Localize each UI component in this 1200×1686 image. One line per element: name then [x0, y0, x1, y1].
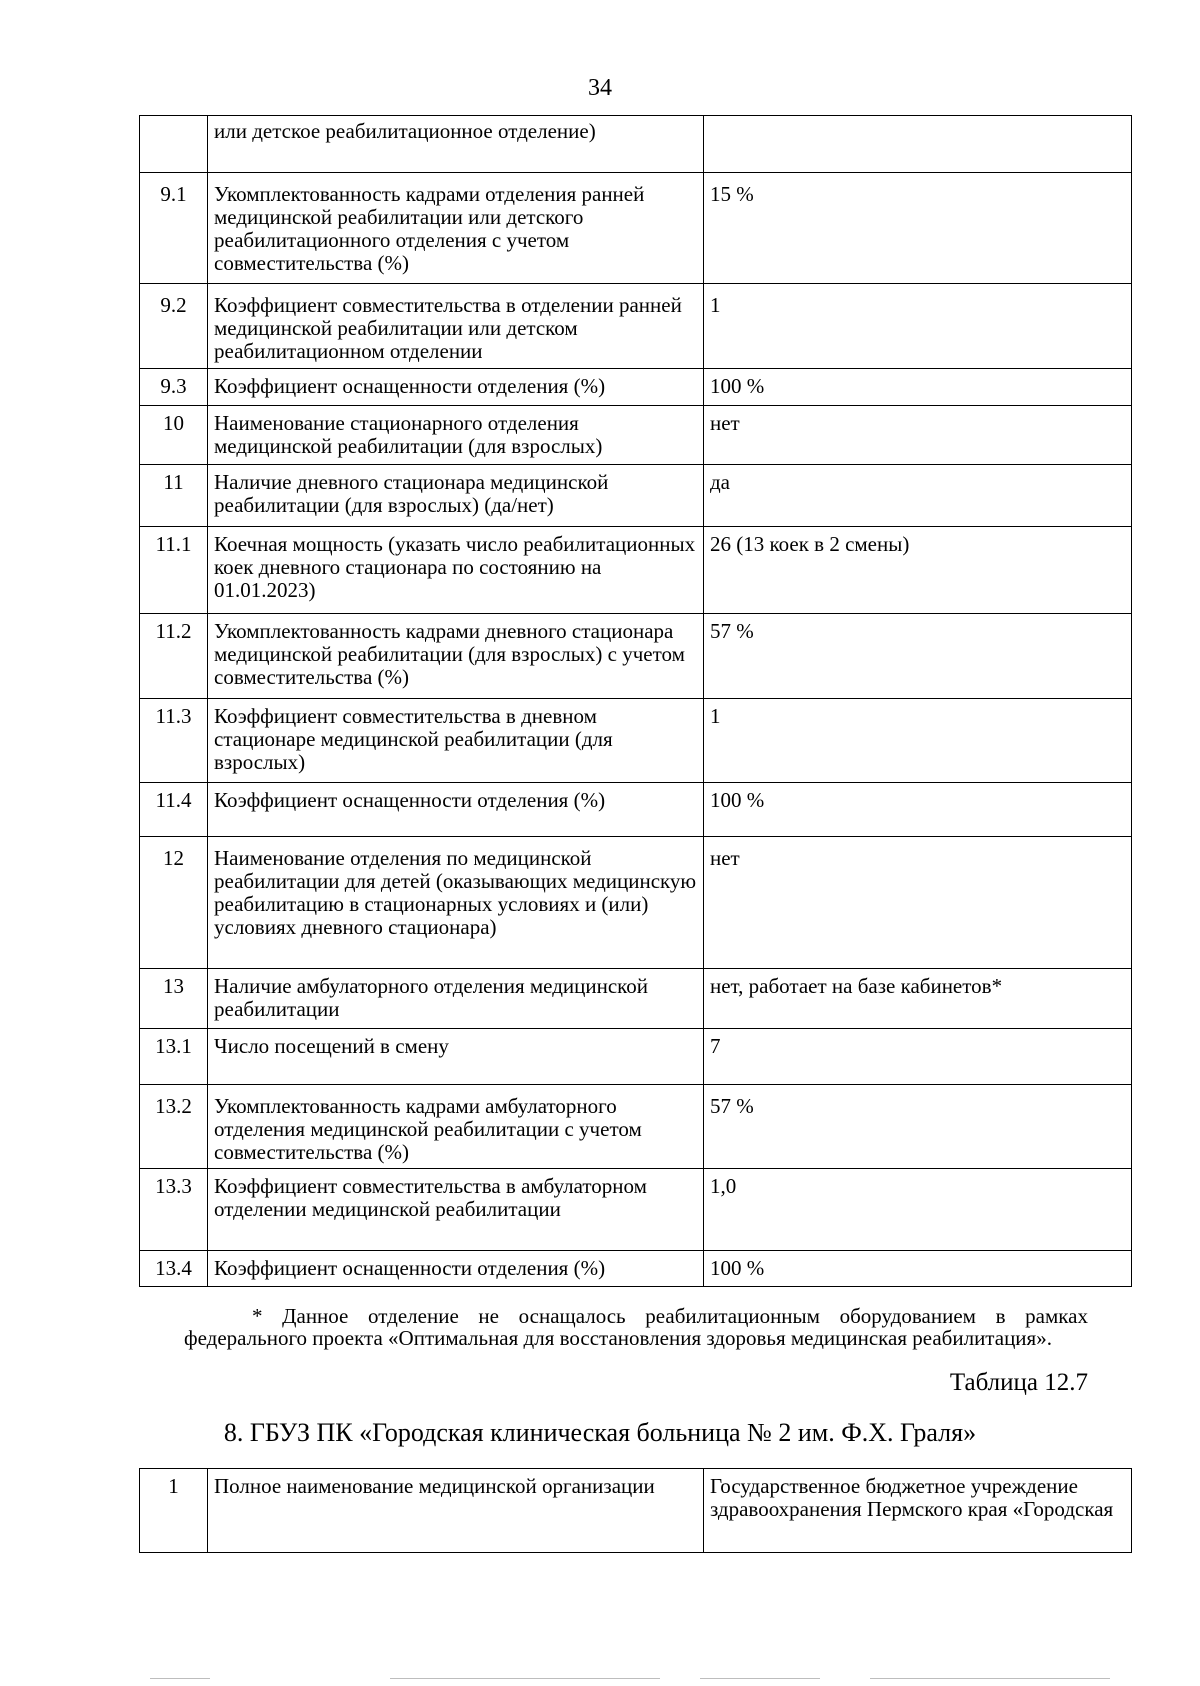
- row-label: Коэффициент совместительства в амбулаторном отделении медицинской реабилитации: [208, 1169, 704, 1251]
- table-row: [140, 1085, 1132, 1169]
- row-value: 7: [704, 1029, 1132, 1085]
- scan-mark: [150, 1678, 210, 1679]
- row-value: Государственное бюджетное учреждение здравоохранения Пермского края «Городская: [704, 1469, 1132, 1553]
- table-caption: Таблица 12.7: [949, 1369, 1088, 1396]
- table-row: [140, 783, 1132, 837]
- scan-mark: [390, 1678, 660, 1679]
- footnote: * Данное отделение не оснащалось реабилитационным оборудованием в рамках федерального проекта «Оптимальная для восстановления здоровья медицинская реабилитация».: [184, 1304, 1088, 1350]
- row-number: 9.1: [140, 173, 208, 284]
- row-number: 11.2: [140, 614, 208, 699]
- indicators-table: [139, 115, 1132, 1287]
- table-row: [140, 699, 1132, 783]
- page-number: 34: [588, 75, 612, 101]
- table-row: [140, 837, 1132, 969]
- scan-mark: [870, 1678, 1110, 1679]
- row-value: нет, работает на базе кабинетов*: [704, 969, 1132, 1029]
- row-value: 15 %: [704, 173, 1132, 284]
- row-value: да: [704, 465, 1132, 527]
- row-number: 13.2: [140, 1085, 208, 1169]
- row-value: 26 (13 коек в 2 смены): [704, 527, 1132, 614]
- table-row: [140, 1469, 1132, 1553]
- row-label: Укомплектованность кадрами отделения ранней медицинской реабилитации или детского реабилитационного отделения с учетом совместительства (%): [208, 173, 704, 284]
- row-number: 11.1: [140, 527, 208, 614]
- row-value: 57 %: [704, 1085, 1132, 1169]
- row-label: или детское реабилитационное отделение): [208, 116, 704, 173]
- row-label: Коэффициент оснащенности отделения (%): [208, 783, 704, 837]
- table-row: [140, 614, 1132, 699]
- table-row: [140, 1169, 1132, 1251]
- table-row: [140, 465, 1132, 527]
- row-number: 11.3: [140, 699, 208, 783]
- table-row: [140, 116, 1132, 173]
- row-number: 1: [140, 1469, 208, 1553]
- row-number: 13: [140, 969, 208, 1029]
- row-label: Коэффициент совместительства в отделении ранней медицинской реабилитации или детском реабилитационном отделении: [208, 284, 704, 369]
- row-number: 13.4: [140, 1251, 208, 1287]
- section-heading: 8. ГБУЗ ПК «Городская клиническая больница № 2 им. Ф.Х. Граля»: [223, 1418, 977, 1447]
- table-row: [140, 173, 1132, 284]
- row-value: нет: [704, 406, 1132, 465]
- row-label: Полное наименование медицинской организации: [208, 1469, 704, 1553]
- row-value: 1: [704, 699, 1132, 783]
- row-number: 13.3: [140, 1169, 208, 1251]
- row-value: 100 %: [704, 783, 1132, 837]
- row-number: 13.1: [140, 1029, 208, 1085]
- organization-table: [139, 1468, 1132, 1553]
- table-row: [140, 1029, 1132, 1085]
- row-value: [704, 116, 1132, 173]
- table-row: [140, 969, 1132, 1029]
- row-value: 1: [704, 284, 1132, 369]
- row-number: 12: [140, 837, 208, 969]
- scan-edge-marks: [0, 1678, 1200, 1680]
- row-number: 10: [140, 406, 208, 465]
- row-number: 11.4: [140, 783, 208, 837]
- row-label: Укомплектованность кадрами амбулаторного отделения медицинской реабилитации с учетом совместительства (%): [208, 1085, 704, 1169]
- table-row: [140, 527, 1132, 614]
- row-label: Наличие дневного стационара медицинской реабилитации (для взрослых) (да/нет): [208, 465, 704, 527]
- table-row: [140, 406, 1132, 465]
- row-number: 9.3: [140, 369, 208, 406]
- table-row: [140, 284, 1132, 369]
- row-label: Наличие амбулаторного отделения медицинской реабилитации: [208, 969, 704, 1029]
- row-label: Коечная мощность (указать число реабилитационных коек дневного стационара по состоянию на 01.01.2023): [208, 527, 704, 614]
- row-value: 100 %: [704, 1251, 1132, 1287]
- row-value: 1,0: [704, 1169, 1132, 1251]
- row-label: Число посещений в смену: [208, 1029, 704, 1085]
- row-label: Коэффициент оснащенности отделения (%): [208, 369, 704, 406]
- row-label: Коэффициент совместительства в дневном стационаре медицинской реабилитации (для взрослых): [208, 699, 704, 783]
- scan-mark: [700, 1678, 820, 1679]
- row-value: 57 %: [704, 614, 1132, 699]
- row-number: 9.2: [140, 284, 208, 369]
- row-value: 100 %: [704, 369, 1132, 406]
- table-row: [140, 369, 1132, 406]
- row-label: Коэффициент оснащенности отделения (%): [208, 1251, 704, 1287]
- row-value: нет: [704, 837, 1132, 969]
- row-label: Наименование стационарного отделения медицинской реабилитации (для взрослых): [208, 406, 704, 465]
- row-number: 11: [140, 465, 208, 527]
- row-number: [140, 116, 208, 173]
- table-row: [140, 1251, 1132, 1287]
- row-label: Наименование отделения по медицинской реабилитации для детей (оказывающих медицинскую реабилитацию в стационарных условиях и (или) условиях дневного стационара): [208, 837, 704, 969]
- row-label: Укомплектованность кадрами дневного стационара медицинской реабилитации (для взрослых) с учетом совместительства (%): [208, 614, 704, 699]
